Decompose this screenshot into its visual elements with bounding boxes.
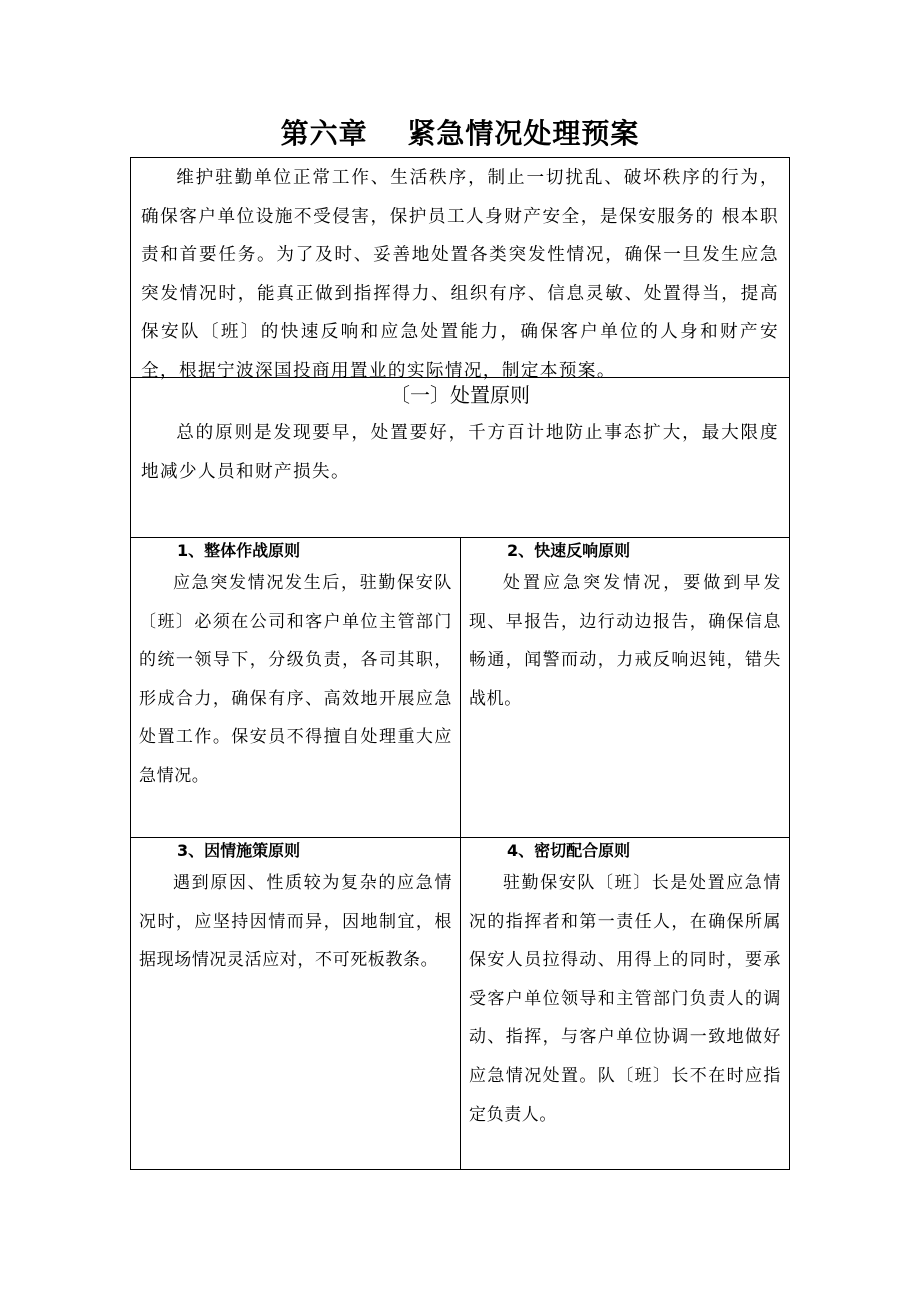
section-paragraph: 总的原则是发现要早，处置要好，千方百计地防止事态扩大，最大限度地减少人员和财产损失。	[141, 423, 779, 482]
section-heading: 〔一〕处置原则	[390, 383, 530, 407]
principle-cell-1	[131, 538, 461, 838]
intro-box	[130, 157, 790, 381]
principle-heading: 4、密切配合原则	[507, 841, 631, 860]
principle-heading: 3、因情施策原则	[177, 841, 301, 860]
principles-table	[130, 537, 790, 1170]
principle-text: 应急突发情况发生后，驻勤保安队〔班〕必须在公司和客户单位主管部门的统一领导下，分级负责，各司其职，形成合力，确保有序、高效地开展应急处置工作。保安员不得擅自处理重大应急情况。	[139, 573, 452, 786]
principles-overview-box	[130, 377, 790, 538]
principle-cell-4	[461, 838, 789, 1169]
principle-cell-3	[131, 838, 461, 1169]
principle-text: 处置应急突发情况，要做到早发现、早报告，边行动边报告，确保信息畅通，闻警而动，力戒反响迟钝，错失战机。	[469, 573, 781, 709]
chapter-title: 第六章 紧急情况处理预案	[280, 117, 640, 150]
principle-text: 遇到原因、性质较为复杂的应急情况时，应坚持因情而异，因地制宜，根据现场情况灵活应对，不可死板教条。	[139, 873, 452, 971]
principle-heading: 1、整体作战原则	[177, 541, 301, 560]
principle-heading: 2、快速反响原则	[507, 541, 631, 560]
principle-cell-2	[461, 538, 789, 838]
principle-text: 驻勤保安队〔班〕长是处置应急情况的指挥者和第一责任人，在确保所属保安人员拉得动、用得上的同时，要承受客户单位领导和主管部门负责人的调动、指挥，与客户单位协调一致地做好应急情况处置。队〔班〕长不在时应指定负责人。	[469, 873, 781, 1125]
intro-paragraph: 维护驻勤单位正常工作、生活秩序，制止一切扰乱、破坏秩序的行为，确保客户单位设施不受侵害，保护员工人身财产安全，是保安服务的 根本职责和首要任务。为了及时、妥善地处置各类突发性情况，确保一旦发生应急突发情况时，能真正做到指挥得力、组织有序、信息灵敏、处置得当，提高保安队〔班〕的快速反响和应急处置能力，确保客户单位的人身和财产安全，根据宁波深国投商用置业的实际情况，制定本预案。	[141, 168, 779, 381]
